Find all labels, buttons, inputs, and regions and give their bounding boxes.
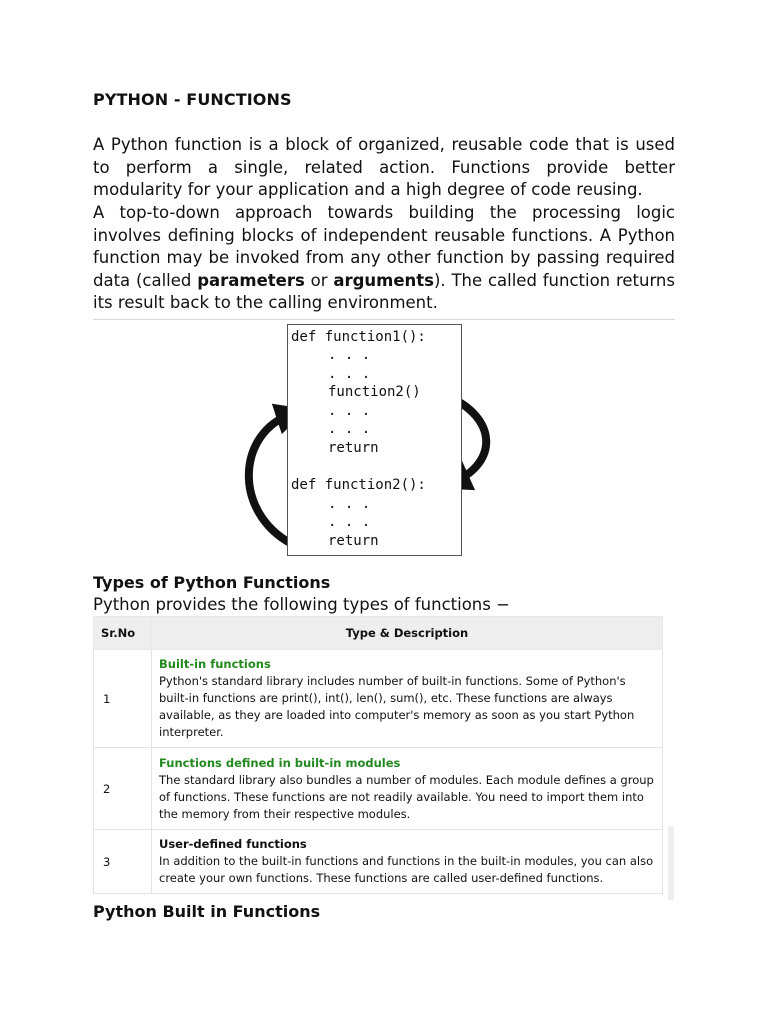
column-header: Sr.No — [94, 617, 152, 650]
row-description — [152, 650, 663, 748]
page-title: PYTHON - FUNCTIONS — [93, 90, 292, 109]
or-text: or — [304, 270, 334, 290]
code-line: . . . — [328, 514, 371, 530]
call-arrow — [249, 414, 292, 544]
row-number: 3 — [94, 830, 152, 894]
code-line: def function1(): — [291, 329, 426, 345]
column-header: Type & Description — [152, 617, 663, 650]
table-header-row — [94, 617, 663, 650]
row-title: Built-in functions — [159, 657, 271, 671]
approach-text-end: ). The called function returns its result back to the calling environment. — [93, 270, 675, 312]
types-heading: Types of Python Functions — [93, 573, 331, 592]
row-number: 1 — [94, 650, 152, 748]
row-text: The standard library also bundles a number of modules. Each module defines a group of functions. These functions are not readily available. You need to import them into the memory from their respective modules. — [159, 772, 654, 821]
row-description — [152, 830, 663, 894]
code-line: . . . — [328, 496, 371, 512]
row-number: 2 — [94, 748, 152, 830]
code-line: return — [328, 533, 379, 549]
intro-paragraph: A Python function is a block of organized, reusable code that is used to perform a single, related action. Functions provide better modularity for your application and a high degree of code reusing. — [93, 135, 675, 199]
code-line: def function2(): — [291, 477, 426, 493]
table-row — [94, 650, 663, 748]
row-text: Python's standard library includes number of built-in functions. Some of Python's built-in functions are print(), int(), len(), sum(), etc. These functions are always available, as they are loaded into computer's memory as soon as you start Python interpreter. — [159, 674, 635, 739]
code-box — [287, 324, 462, 556]
approach-text-start: A top-to-down approach towards building the processing logic involves defining blocks of independent reusable functions. A Python function may be invoked from any other function by passing required data (called — [93, 203, 675, 290]
parameters-term: parameters — [197, 270, 305, 290]
row-description — [152, 748, 663, 830]
row-title: Functions defined in built-in modules — [159, 755, 401, 770]
types-intro: Python provides the following types of functions − — [93, 595, 510, 614]
function-call-diagram — [237, 322, 507, 558]
approach-paragraph — [93, 202, 675, 315]
code-line: function2() — [328, 384, 421, 400]
builtin-heading: Python Built in Functions — [93, 902, 321, 921]
code-line: . . . — [328, 403, 371, 419]
arguments-term: arguments — [333, 270, 434, 290]
row-title: User-defined functions — [159, 837, 307, 851]
code-line: . . . — [328, 347, 371, 363]
row-text: In addition to the built-in functions and functions in the built-in modules, you can also create your own functions. These functions are called user-defined functions. — [159, 854, 654, 885]
table-row — [94, 748, 663, 830]
function-types-table — [93, 616, 663, 894]
table-row — [94, 830, 663, 894]
code-line: . . . — [328, 421, 371, 437]
code-line: return — [328, 440, 379, 456]
divider — [93, 319, 675, 320]
code-line: . . . — [328, 366, 371, 382]
table-edge-shadow — [668, 826, 674, 900]
